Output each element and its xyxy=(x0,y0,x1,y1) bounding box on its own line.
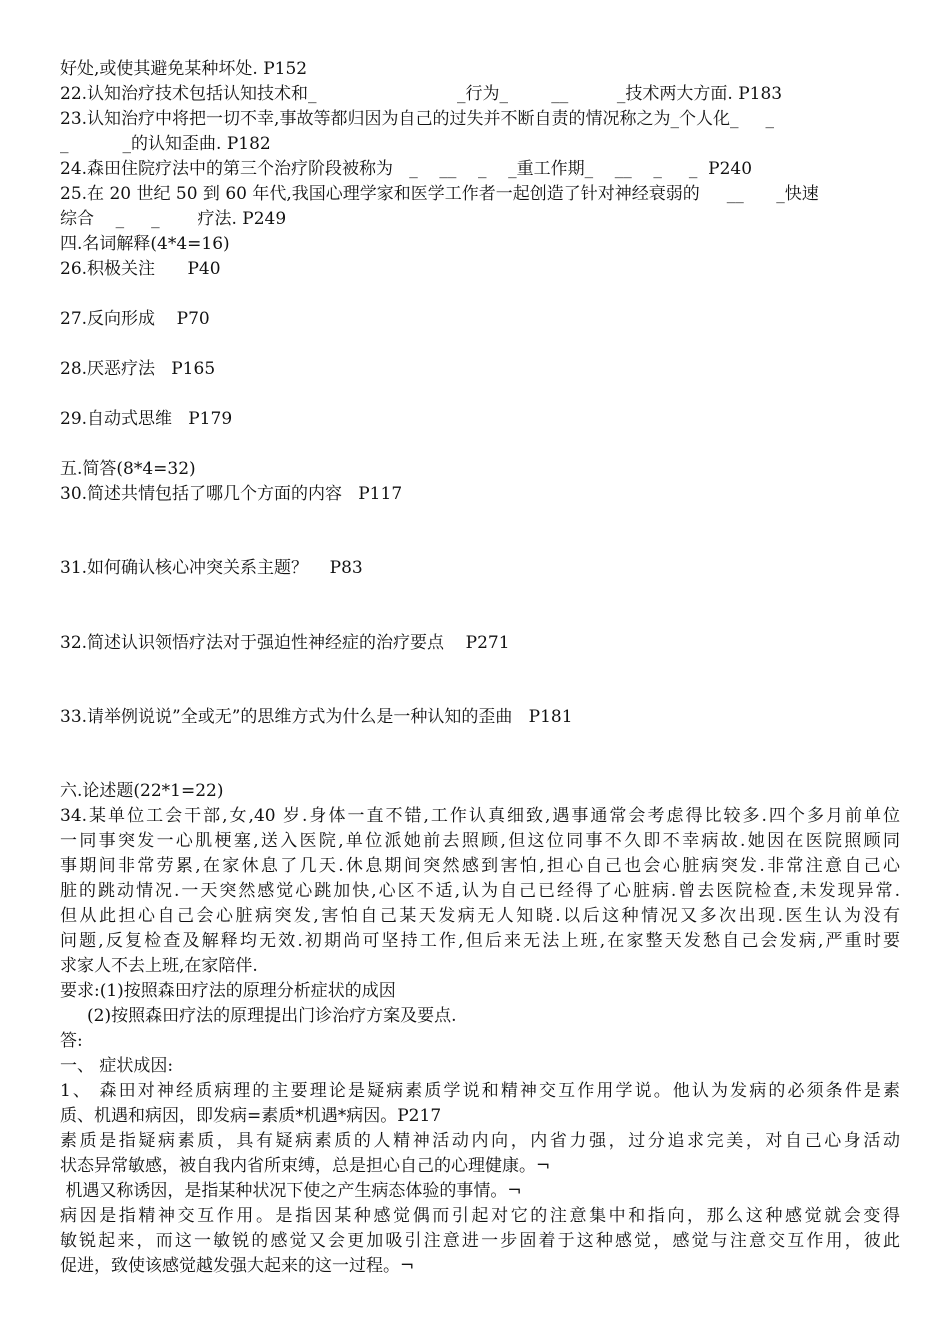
section-heading: 五.简答(8*4=32) xyxy=(60,459,196,479)
text-line: _ _的认知歪曲. P182 xyxy=(60,134,271,154)
question-22: 22.认知治疗技术包括认知技术和_ _行为_ __ _技术两大方面. P183 xyxy=(60,84,783,104)
question-30: 30.简述共情包括了哪几个方面的内容 P117 xyxy=(60,484,403,504)
question-27: 27.反向形成 P70 xyxy=(60,309,210,329)
question-29: 29.自动式思维 P179 xyxy=(60,409,233,429)
requirement-2: (2)按照森田疗法的原理提出门诊治疗方案及要点. xyxy=(60,1006,457,1026)
question-34-text: 问题,反复检查及解释均无效.初期尚可坚持工作,但后来无法上班,在家整天发愁自己会发病,严重时要 xyxy=(60,931,900,951)
text-line: 综合 _ _ 疗法. P249 xyxy=(60,209,287,229)
answer-text: 促进，致使该感觉越发强大起来的这一过程。¬ xyxy=(60,1256,415,1276)
question-34-text: 一同事突发一心肌梗塞,送入医院,单位派她前去照顾,但这位同事不久即不幸病故.她因在医院照顾同 xyxy=(60,831,900,851)
question-32: 32.简述认识领悟疗法对于强迫性神经症的治疗要点 P271 xyxy=(60,633,510,653)
question-33: 33.请举例说说”全或无”的思维方式为什么是一种认知的歪曲 P181 xyxy=(60,707,573,727)
question-34-text: 但从此担心自己会心脏病突发,害怕自己某天发病无人知晓.以后这种情况又多次出现.医生认为没有 xyxy=(60,906,900,926)
question-31: 31.如何确认核心冲突关系主题？ P83 xyxy=(60,558,363,578)
question-28: 28.厌恶疗法 P165 xyxy=(60,359,216,379)
section-heading: 四.名词解释(4*4=16) xyxy=(60,234,230,254)
question-24: 24.森田住院疗法中的第三个治疗阶段被称为 _ __ _ _重工作期_ __ _ _ P240 xyxy=(60,159,753,179)
answer-heading: 一、 症状成因: xyxy=(60,1056,174,1076)
answer-text: 质、机遇和病因，即发病=素质*机遇*病因。P217 xyxy=(60,1106,442,1126)
question-26: 26.积极关注 P40 xyxy=(60,259,221,279)
question-34-text: 求家人不去上班,在家陪伴. xyxy=(60,956,258,976)
question-25: 25.在 20 世纪 50 到 60 年代,我国心理学家和医学工作者一起创造了针对神经衰弱的 __ _快速 xyxy=(60,184,819,204)
text-line: 好处,或使其避免某种坏处. P152 xyxy=(60,59,308,79)
requirement-1: 要求:(1)按照森田疗法的原理分析症状的成因 xyxy=(60,981,396,1001)
question-23: 23.认知治疗中将把一切不幸,事故等都归因为自己的过失并不断自责的情况称之为_个人化_ _ xyxy=(60,109,774,129)
question-34-text: 脏的跳动情况.一天突然感觉心跳加快,心区不适,认为自己已经得了心脏病.曾去医院检查,未发现异常. xyxy=(60,881,900,901)
answer-text: 病因是指精神交互作用。是指因某种感觉偶而引起对它的注意集中和指向，那么这种感觉就会变得 xyxy=(60,1206,900,1226)
answer-text: 状态异常敏感，被自我内省所束缚，总是担心自己的心理健康。¬ xyxy=(60,1156,551,1176)
section-heading: 六.论述题(22*1=22) xyxy=(60,781,224,801)
answer-text: 敏锐起来，而这一敏锐的感觉又会更加吸引注意进一步固着于这种感觉，感觉与注意交互作用，彼此 xyxy=(60,1231,900,1251)
answer-label: 答: xyxy=(60,1031,83,1051)
question-34-text: 事期间非常劳累,在家休息了几天.休息期间突然感到害怕,担心自己也会心脏病突发.非常注意自己心 xyxy=(60,856,900,876)
answer-text: 素质是指疑病素质，具有疑病素质的人精神活动内向，内省力强，过分追求完美，对自己心身活动 xyxy=(60,1131,900,1151)
question-34-text: 34.某单位工会干部,女,40 岁.身体一直不错,工作认真细致,遇事通常会考虑得比较多.四个多月前单位 xyxy=(60,806,900,826)
answer-text: 1、 森田对神经质病理的主要理论是疑病素质学说和精神交互作用学说。他认为发病的必须条件是素 xyxy=(60,1081,900,1101)
answer-text: 机遇又称诱因，是指某种状况下使之产生病态体验的事情。¬ xyxy=(60,1181,522,1201)
